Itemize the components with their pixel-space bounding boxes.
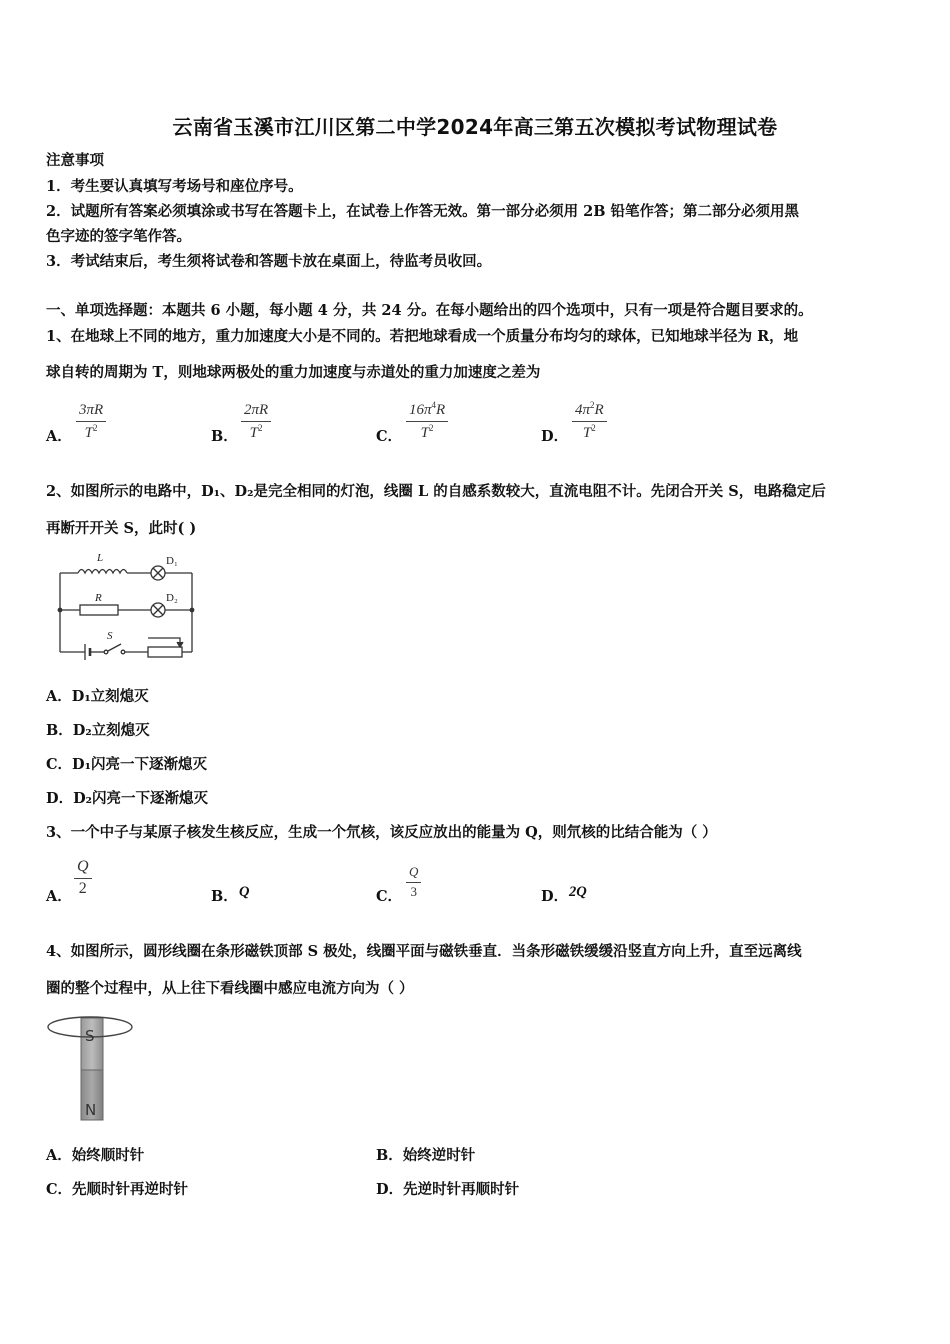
question-2-text: 再断开开关 S，此时( ) bbox=[46, 520, 197, 537]
circuit-diagram bbox=[52, 548, 202, 666]
question-1-text: 球自转的周期为 T，则地球两极处的重力加速度与赤道处的重力加速度之差为 bbox=[46, 364, 541, 381]
q1-option-c-label: C． bbox=[376, 428, 403, 445]
q3-option-b-label: B． bbox=[211, 888, 238, 905]
circuit-label-resistor: R bbox=[95, 592, 102, 604]
question-1-text: 1、在地球上不同的地方，重力加速度大小是不同的。若把地球看成一个质量分布均匀的球体，已知地球半径为 R，地 bbox=[46, 328, 799, 345]
q1-option-a-label: A． bbox=[46, 428, 72, 445]
circuit-label-d2: D₂ bbox=[166, 592, 178, 604]
q3-option-a-label: A． bbox=[46, 888, 72, 905]
q1-option-c-formula: $\frac{16\pi^4R}{T^2}$ bbox=[406, 400, 448, 442]
notice-heading: 注意事项 bbox=[46, 152, 104, 169]
q4-option-d: D．先逆时针再顺时针 bbox=[376, 1181, 520, 1198]
q2-option-c: C．D₁闪亮一下逐渐熄灭 bbox=[46, 756, 207, 773]
circuit-label-inductor: L bbox=[97, 552, 104, 564]
q3-option-b-value: Q bbox=[239, 884, 250, 900]
q1-option-b-label: B． bbox=[211, 428, 238, 445]
q1-option-d-formula: $\frac{4\pi^2R}{T^2}$ bbox=[572, 400, 607, 442]
question-2-text: 2、如图所示的电路中，D₁、D₂是完全相同的灯泡，线圈 L 的自感系数较大，直流电阻不计。先闭合开关 S，电路稳定后 bbox=[46, 483, 826, 500]
magnet-n-pole: N bbox=[85, 1101, 97, 1119]
q3-option-d-label: D． bbox=[541, 888, 569, 905]
question-4-text: 4、如图所示，圆形线圈在条形磁铁顶部 S 极处，线圈平面与磁铁垂直．当条形磁铁缓缓沿竖直方向上升，直至远离线 bbox=[46, 943, 802, 960]
notice-item: 色字迹的签字笔作答。 bbox=[46, 228, 191, 245]
q4-option-c: C．先顺时针再逆时针 bbox=[46, 1181, 189, 1198]
q2-option-d: D．D₂闪亮一下逐渐熄灭 bbox=[46, 790, 208, 807]
q2-option-a: A．D₁立刻熄灭 bbox=[46, 688, 149, 705]
notice-item: 3．考试结束后，考生须将试卷和答题卡放在桌面上，待监考员收回。 bbox=[46, 253, 492, 270]
q3-option-d-value: 2Q bbox=[569, 884, 587, 900]
q4-option-b: B．始终逆时针 bbox=[376, 1147, 476, 1164]
q3-option-c-formula: $\frac{Q}{3}$ bbox=[406, 864, 421, 900]
magnet-coil-diagram bbox=[44, 1012, 136, 1124]
notice-item: 1．考生要认真填写考场号和座位序号。 bbox=[46, 178, 303, 195]
magnet-s-pole: S bbox=[85, 1027, 95, 1045]
q4-option-a: A．始终顺时针 bbox=[46, 1147, 145, 1164]
section-heading: 一、单项选择题：本题共 6 小题，每小题 4 分，共 24 分。在每小题给出的四个选项中，只有一项是符合题目要求的。 bbox=[46, 302, 813, 319]
notice-item: 2．试题所有答案必须填涂或书写在答题卡上，在试卷上作答无效。第一部分必须用 2B 铅笔作答；第二部分必须用黑 bbox=[46, 203, 800, 220]
q3-option-a-formula: $\frac{Q}{2}$ bbox=[74, 858, 92, 898]
circuit-label-d1: D₁ bbox=[166, 555, 178, 567]
question-3-text: 3、一个中子与某原子核发生核反应，生成一个氘核，该反应放出的能量为 Q，则氘核的比结合能为（ ） bbox=[46, 824, 717, 841]
q1-option-b-formula: $\frac{2\pi R}{T^2}$ bbox=[241, 402, 271, 442]
page-title: 云南省玉溪市江川区第二中学2024年高三第五次模拟考试物理试卷 bbox=[172, 115, 778, 139]
circuit-label-switch: S bbox=[107, 630, 113, 642]
q3-option-c-label: C． bbox=[376, 888, 403, 905]
q2-option-b: B．D₂立刻熄灭 bbox=[46, 722, 150, 739]
question-4-text: 圈的整个过程中，从上往下看线圈中感应电流方向为（ ） bbox=[46, 980, 414, 997]
q1-option-d-label: D． bbox=[541, 428, 569, 445]
q1-option-a-formula: $\frac{3\pi R}{T^2}$ bbox=[76, 402, 106, 442]
